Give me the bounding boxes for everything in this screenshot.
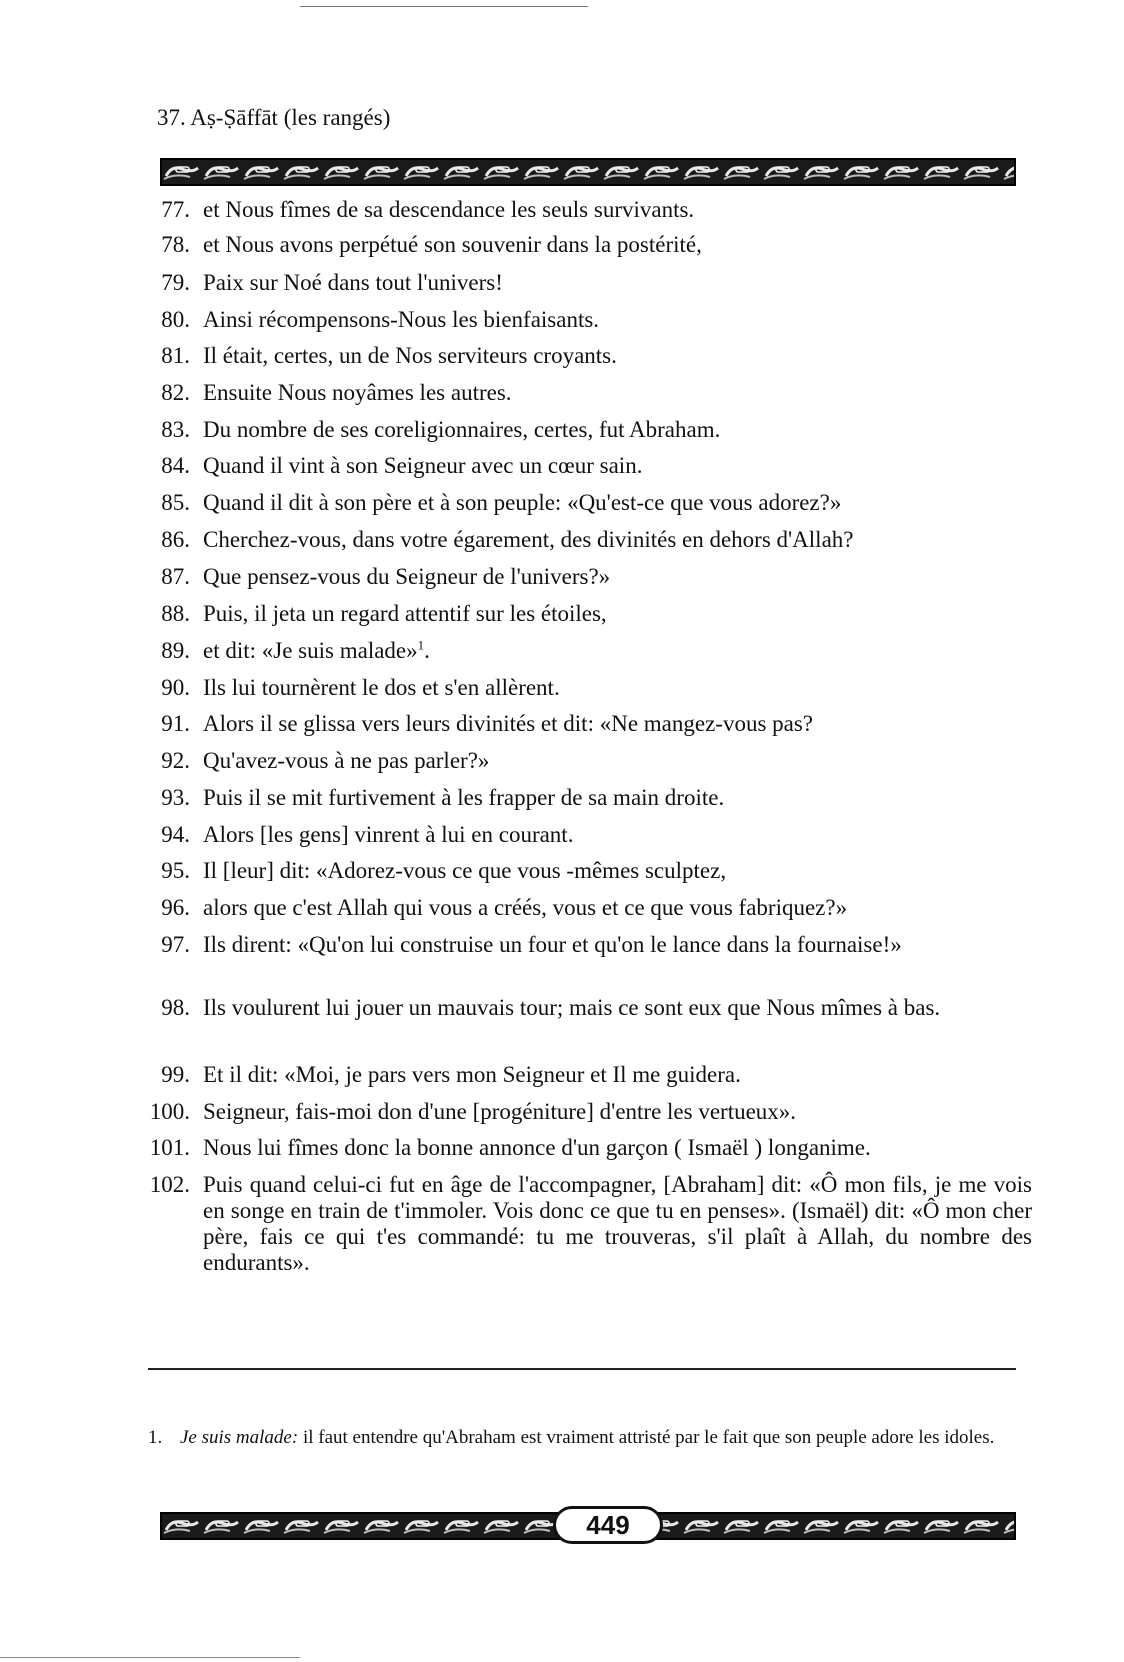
verse-78: 78. et Nous avons perpétué son souvenir dans la postérité, xyxy=(161,232,702,257)
page-header: 37. Aṣ-Ṣāffāt (les rangés) xyxy=(157,105,391,130)
verse-85: 85. Quand il dit à son père et à son peuple: «Qu'est-ce que vous adorez?» xyxy=(161,490,842,515)
footnote-marker: 1 xyxy=(417,637,425,653)
verse-84: 84. Quand il vint à son Seigneur avec un cœur sain. xyxy=(161,453,643,478)
verse-83: 83. Du nombre de ses coreligionnaires, certes, fut Abraham. xyxy=(161,417,721,442)
verse-99: 99. Et il dit: «Moi, je pars vers mon Seigneur et Il me guidera. xyxy=(161,1062,741,1087)
verse-95: 95. Il [leur] dit: «Adorez-vous ce que vous -mêmes sculptez, xyxy=(161,858,727,883)
verse-89: 89. et dit: «Je suis malade»$^1$. xyxy=(161,637,430,663)
verse-92: 92. Qu'avez-vous à ne pas parler?» xyxy=(161,748,490,773)
verse-98: 98. Ils voulurent lui jouer un mauvais tour; mais ce sont eux que Nous mîmes à bas. xyxy=(161,995,941,1020)
verse-86: 86. Cherchez-vous, dans votre égarement, des divinités en dehors d'Allah? xyxy=(161,527,854,552)
verse-88: 88. Puis, il jeta un regard attentif sur les étoiles, xyxy=(161,601,607,626)
footnote xyxy=(148,1426,1016,1449)
footnote-divider xyxy=(148,1368,1016,1370)
footnote-number: 1. xyxy=(148,1427,163,1448)
page-number: 449 xyxy=(553,1506,663,1544)
verse-94: 94. Alors [les gens] vinrent à lui en courant. xyxy=(161,822,574,847)
verse-90: 90. Ils lui tournèrent le dos et s'en allèrent. xyxy=(161,675,560,700)
verse-102: 102. Puis quand celui-ci fut en âge de l'accompagner, [Abraham] dit: «Ô mon fils, je me vois en songe en train de t'immoler. Vois donc ce que tu en penses». (Ismaël) dit: «Ô mon cher père, fais ce qui t'es commandé: tu me trouveras, s'il plaît à Allah, du nombre des endurants». xyxy=(149,1172,1032,1275)
verse-91: 91. Alors il se glissa vers leurs divinités et dit: «Ne mangez-vous pas? xyxy=(161,711,814,736)
footnote-term: Je suis malade: xyxy=(180,1427,299,1448)
verse-82: 82. Ensuite Nous noyâmes les autres. xyxy=(161,380,512,405)
verse-80: 80. Ainsi récompensons-Nous les bienfaisants. xyxy=(161,307,600,332)
verse-97: 97. Ils dirent: «Qu'on lui construise un four et qu'on le lance dans la fournaise!» xyxy=(161,932,902,957)
verse-79: 79. Paix sur Noé dans tout l'univers! xyxy=(161,270,503,295)
verse-87: 87. Que pensez-vous du Seigneur de l'univers?» xyxy=(161,564,611,589)
verse-77: 77. et Nous fîmes de sa descendance les seuls survivants. xyxy=(161,197,695,222)
bottom-scan-rule xyxy=(0,1657,300,1658)
verse-93: 93. Puis il se mit furtivement à les frapper de sa main droite. xyxy=(161,785,725,810)
verse-101: 101. Nous lui fîmes donc la bonne annonce d'un garçon ( Ismaël ) longanime. xyxy=(149,1135,871,1160)
verse-100: 100. Seigneur, fais-moi don d'une [progéniture] d'entre les vertueux». xyxy=(149,1099,797,1124)
footnote-text: il faut entendre qu'Abraham est vraiment attristé par le fait que son peuple adore les idoles. xyxy=(298,1427,995,1448)
verse-81: 81. Il était, certes, un de Nos serviteurs croyants. xyxy=(161,343,617,368)
verse-96: 96. alors que c'est Allah qui vous a créés, vous et ce que vous fabriquez?» xyxy=(161,895,848,920)
